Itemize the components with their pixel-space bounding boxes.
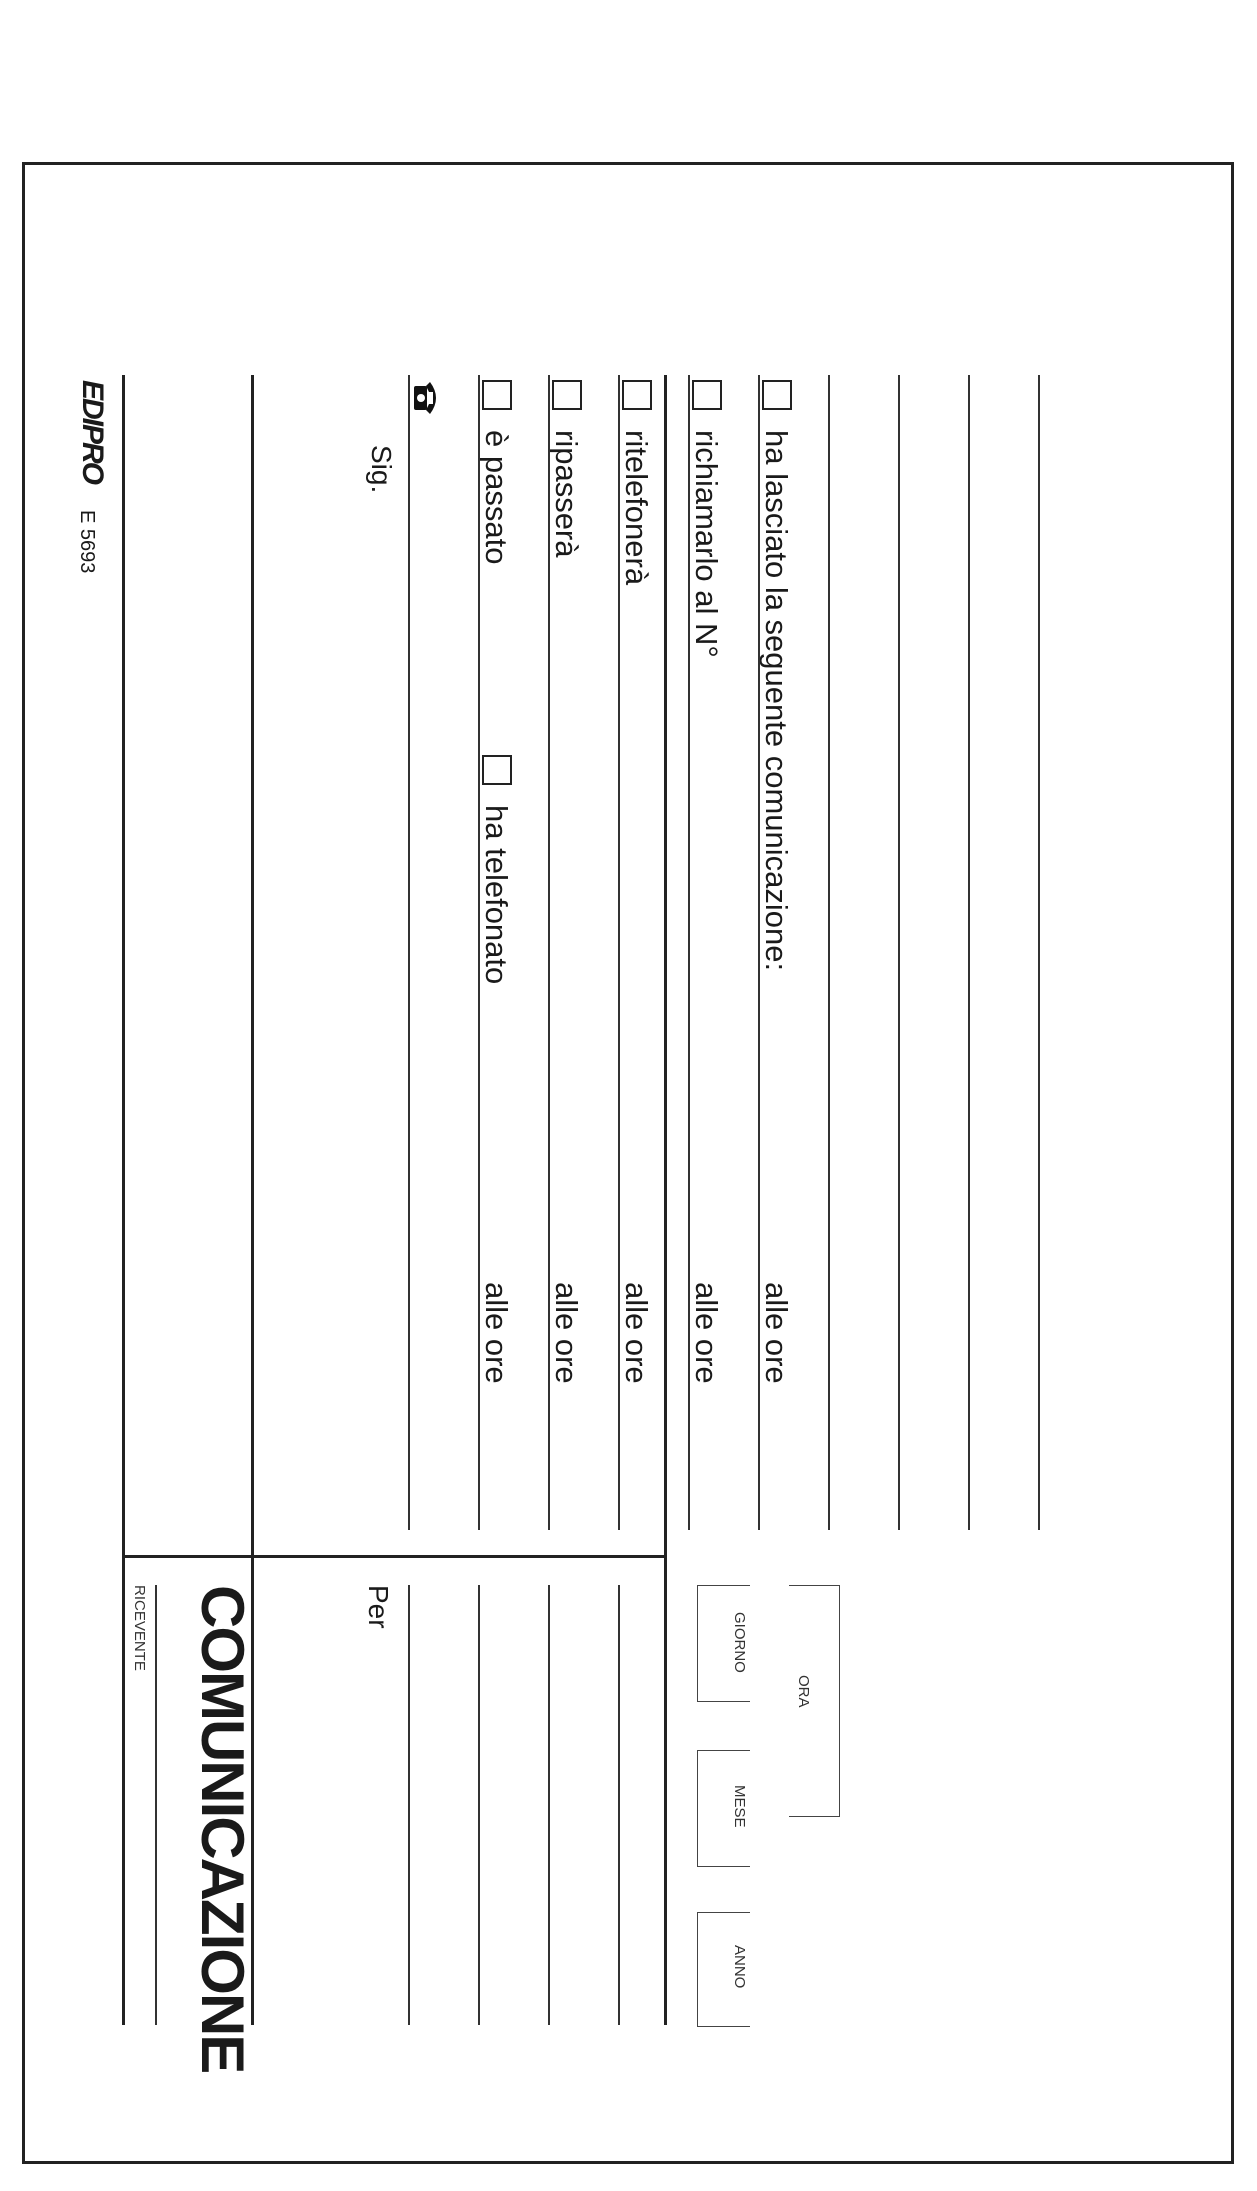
option-label-ritelefonera: ritelefonerà <box>619 430 654 586</box>
checkbox-comunicazione[interactable] <box>762 380 792 410</box>
time-label-2: alle ore <box>549 1282 584 1384</box>
bottom-divider <box>122 375 125 2025</box>
date-anno-label: ANNO <box>731 1945 748 1989</box>
row-line-3 <box>618 375 620 1530</box>
message-line-2 <box>898 375 900 1530</box>
option-label-ha-telefonato: ha telefonato <box>479 805 514 985</box>
message-line-3 <box>968 375 970 1530</box>
option-label-ripassera: ripasserà <box>549 430 584 558</box>
row-line-1 <box>478 375 480 1530</box>
checkbox-richiamarlo[interactable] <box>692 380 722 410</box>
row-line-5 <box>758 375 760 1530</box>
page-title: COMUNICAZIONE <box>189 1585 256 2073</box>
row-line-4 <box>688 375 690 1530</box>
option-label-e-passato: è passato <box>479 430 514 565</box>
time-label-5: alle ore <box>759 1282 794 1384</box>
checkbox-e-passato[interactable] <box>482 380 512 410</box>
time-label-1: alle ore <box>479 1282 514 1384</box>
sig-line <box>408 375 410 1530</box>
option-label-comunicazione: ha lasciato la seguente comunicazione: <box>759 430 794 972</box>
product-code: E 5693 <box>76 510 98 574</box>
title-divider <box>251 375 254 2025</box>
checkbox-ha-telefonato[interactable] <box>482 755 512 785</box>
per-line <box>408 1585 410 2025</box>
date-giorno-label: GIORNO <box>731 1612 748 1673</box>
brand-logo: EDIPRO <box>76 380 109 484</box>
message-line-1 <box>828 375 830 1530</box>
right-line-3 <box>618 1585 620 2025</box>
right-line-1 <box>478 1585 480 2025</box>
sig-label: Sig. <box>366 445 397 494</box>
ricevente-label: RICEVENTE <box>131 1585 148 1671</box>
option-label-richiamarlo: richiamarlo al N° <box>689 430 724 658</box>
time-ora-label: ORA <box>795 1675 812 1708</box>
per-label: Per <box>363 1585 394 1629</box>
section-divider <box>122 1555 667 1558</box>
checkbox-ritelefonera[interactable] <box>622 380 652 410</box>
message-line-4 <box>1038 375 1040 1530</box>
telephone-icon <box>412 380 442 416</box>
right-line-2 <box>548 1585 550 2025</box>
form-divider <box>664 375 667 2025</box>
date-mese-label: MESE <box>731 1785 748 1828</box>
time-label-4: alle ore <box>689 1282 724 1384</box>
ricevente-line <box>155 1585 157 2025</box>
row-line-2 <box>548 375 550 1530</box>
checkbox-ripassera[interactable] <box>552 380 582 410</box>
time-label-3: alle ore <box>619 1282 654 1384</box>
